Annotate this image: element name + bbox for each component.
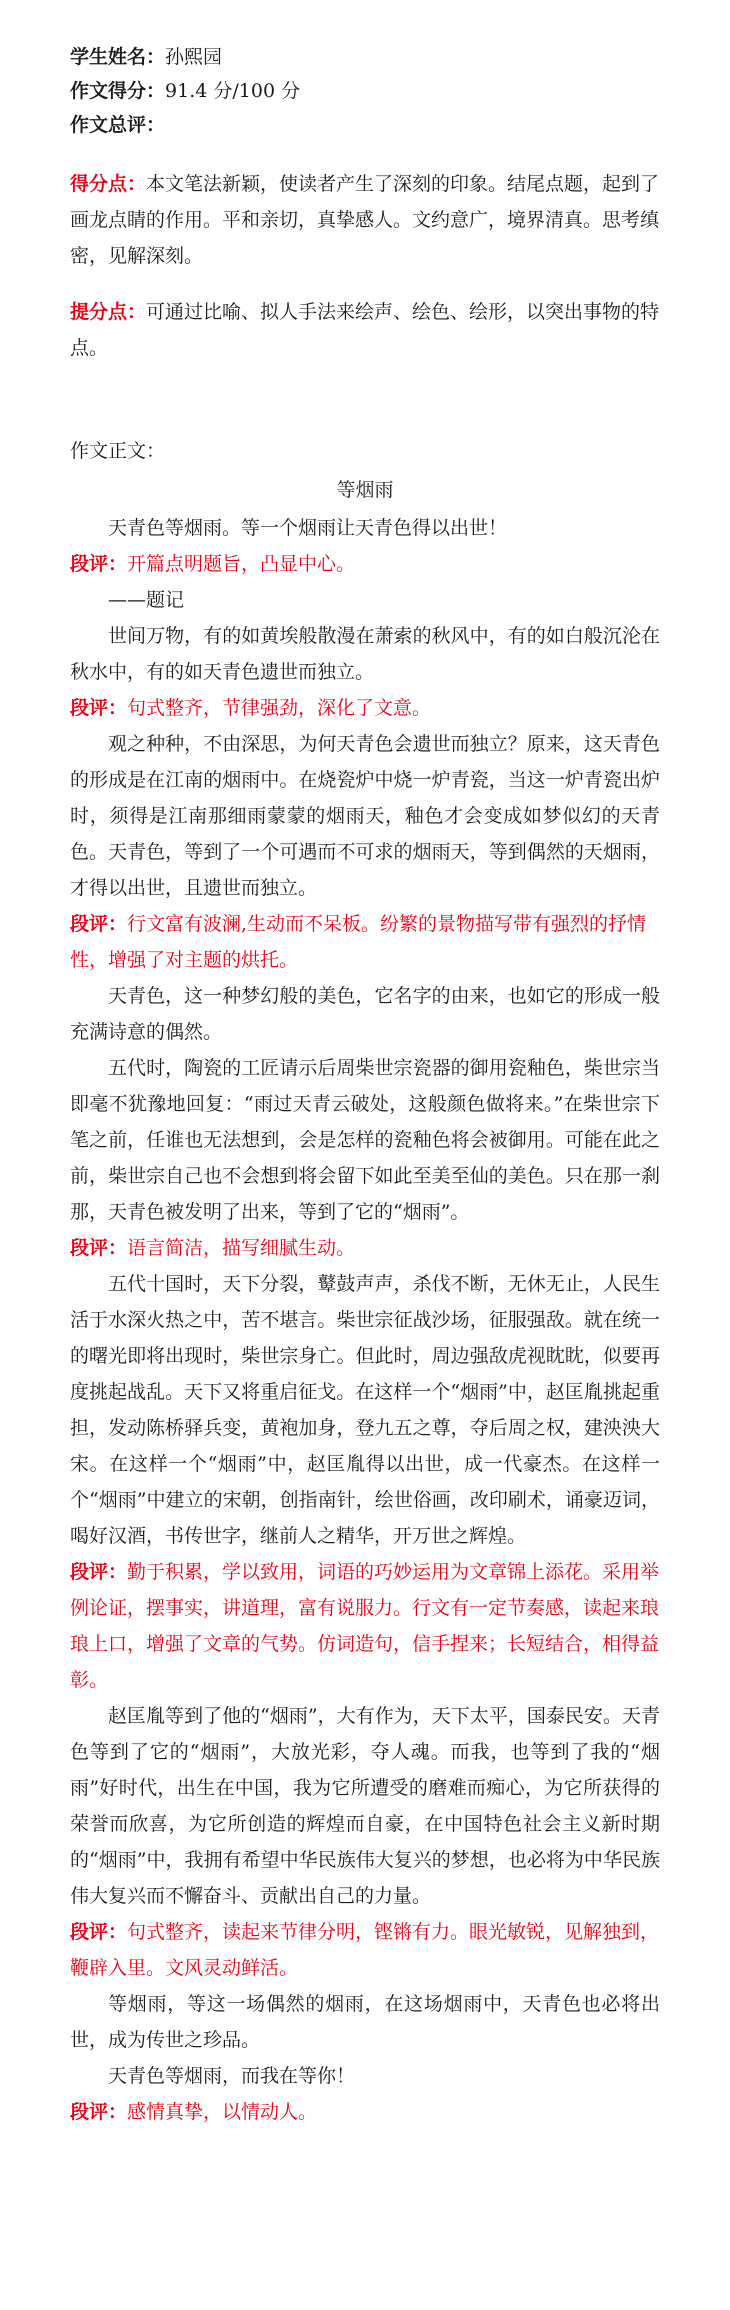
overall-comment-line [70,108,660,142]
suggestions-text: 可通过比喻、拟人手法来绘声、绘色、绘形，以突出事物的特点。 [70,301,660,359]
essay-body [70,510,660,2130]
essay-paragraph: 等烟雨，等这一场偶然的烟雨，在这场烟雨中，天青色也必将出世，成为传世之珍品。 [70,1993,660,2051]
essay-paragraph: 天青色，这一种梦幻般的美色，它名字的由来，也如它的形成一般充满诗意的偶然。 [70,985,660,1043]
paragraph-comment-text: 开篇点明题旨，凸显中心。 [127,553,356,575]
score-label: 作文得分： [70,80,166,102]
suggestions-paragraph [70,294,660,366]
essay-paragraph: 观之种种，不由深思，为何天青色会遗世而独立？原来，这天青色的形成是在江南的烟雨中。在烧瓷炉中烧一炉青瓷，当这一炉青瓷出炉时，须得是江南那细雨蒙蒙的烟雨天，釉色才会变成如梦似幻的天青色。天青色，等到了一个可遇而不可求的烟雨天，等到偶然的天烟雨，才得以出世，且遗世而独立。 [70,733,660,899]
score-line [70,74,660,108]
essay-heading: 作文正文： [70,440,166,462]
paragraph-comment [70,906,660,978]
essay-paragraph: 天青色等烟雨，而我在等你！ [108,2065,356,2087]
paragraph-comment-label: 段评： [70,913,128,935]
essay-paragraph: 世间万物，有的如黄埃般散漫在萧索的秋风中，有的如白般沉沦在秋水中，有的如天青色遗世而独立。 [70,625,660,683]
paragraph-comment [70,2094,660,2130]
essay-paragraph: 赵匡胤等到了他的“烟雨”，大有作为，天下太平，国泰民安。天青色等到了它的“烟雨”，大放光彩，夺人魂。而我，也等到了我的“烟雨”好时代，出生在中国，我为它所遭受的磨难而痴心，为它所获得的荣誉而欣喜，为它所创造的辉煌而自豪，在中国特色社会主义新时期的“烟雨”中，我拥有希望中华民族伟大复兴的梦想，也必将为中华民族伟大复兴而不懈奋斗、贡献出自己的力量。 [70,1705,660,1907]
paragraph-comment-label: 段评： [70,2101,128,2123]
paragraph-comment-text: 感情真挚，以情动人。 [127,2101,318,2123]
paragraph-comment-label: 段评： [70,1561,128,1583]
paragraph-comment [70,1554,660,1698]
suggestions-label: 提分点： [70,301,147,323]
strengths-text: 本文笔法新颖，使读者产生了深刻的印象。结尾点题，起到了画龙点睛的作用。平和亲切，真挚感人。文约意广，境界清真。思考缜密，见解深刻。 [70,173,660,267]
paragraph-comment-label: 段评： [70,697,128,719]
paragraph-comment-text: 行文富有波澜,生动而不呆板。纷繁的景物描写带有强烈的抒情性，增强了对主题的烘托。 [70,913,647,971]
overall-comment-label: 作文总评： [70,114,166,136]
paragraph-comment [70,690,660,726]
paragraph-comment-text: 语言简洁，描写细腻生动。 [127,1237,356,1259]
paragraph-comment-label: 段评： [70,1921,128,1943]
paragraph-comment-text: 勤于积累，学以致用，词语的巧妙运用为文章锦上添花。采用举例论证，摆事实，讲道理，富有说服力。行文有一定节奏感，读起来琅琅上口，增强了文章的气势。仿词造句，信手捏来；长短结合，相得益彰。 [70,1561,660,1691]
paragraph-comment-text: 句式整齐，读起来节律分明，铿锵有力。眼光敏锐，见解独到，鞭辟入里。文风灵动鲜活。 [70,1921,660,1979]
essay-paragraph: ——题记 [108,589,185,611]
paragraph-comment [70,1230,660,1266]
paragraph-comment [70,546,660,582]
essay-title: 等烟雨 [336,479,394,501]
paragraph-comment-label: 段评： [70,1237,128,1259]
essay-paragraph: 五代时，陶瓷的工匠请示后周柴世宗瓷器的御用瓷釉色，柴世宗当即毫不犹豫地回复：“雨过天青云破处，这般颜色做将来。”在柴世宗下笔之前，任谁也无法想到，会是怎样的瓷釉色将会被御用。可能在此之前，柴世宗自己也不会想到将会留下如此至美至仙的美色。只在那一刹那，天青色被发明了出来，等到了它的“烟雨”。 [70,1057,660,1223]
student-name-label: 学生姓名： [70,46,166,68]
strengths-paragraph [70,166,660,274]
student-name-value: 孙熙园 [165,46,223,68]
score-value: 91.4 分/100 分 [165,80,301,102]
overall-comment [70,166,660,366]
paragraph-comment [70,1914,660,1986]
strengths-label: 得分点： [70,173,147,195]
paragraph-comment-text: 句式整齐，节律强劲，深化了文意。 [127,697,432,719]
paragraph-comment-label: 段评： [70,553,128,575]
essay-paragraph: 天青色等烟雨。等一个烟雨让天青色得以出世！ [108,517,508,539]
student-name-line [70,40,660,74]
essay-paragraph: 五代十国时，天下分裂，鼙鼓声声，杀伐不断，无休无止，人民生活于水深火热之中，苦不堪言。柴世宗征战沙场，征服强敌。就在统一的曙光即将出现时，柴世宗身亡。但此时，周边强敌虎视眈眈，似要再度挑起战乱。天下又将重启征戈。在这样一个“烟雨”中，赵匡胤挑起重担，发动陈桥驿兵变，黄袍加身，登九五之尊，夺后周之权，建泱泱大宋。在这样一个“烟雨”中，赵匡胤得以出世，成一代豪杰。在这样一个“烟雨”中建立的宋朝，创指南针，绘世俗画，改印刷术，诵豪迈词，喝好汉酒，书传世字，继前人之精华，开万世之辉煌。 [70,1273,660,1547]
